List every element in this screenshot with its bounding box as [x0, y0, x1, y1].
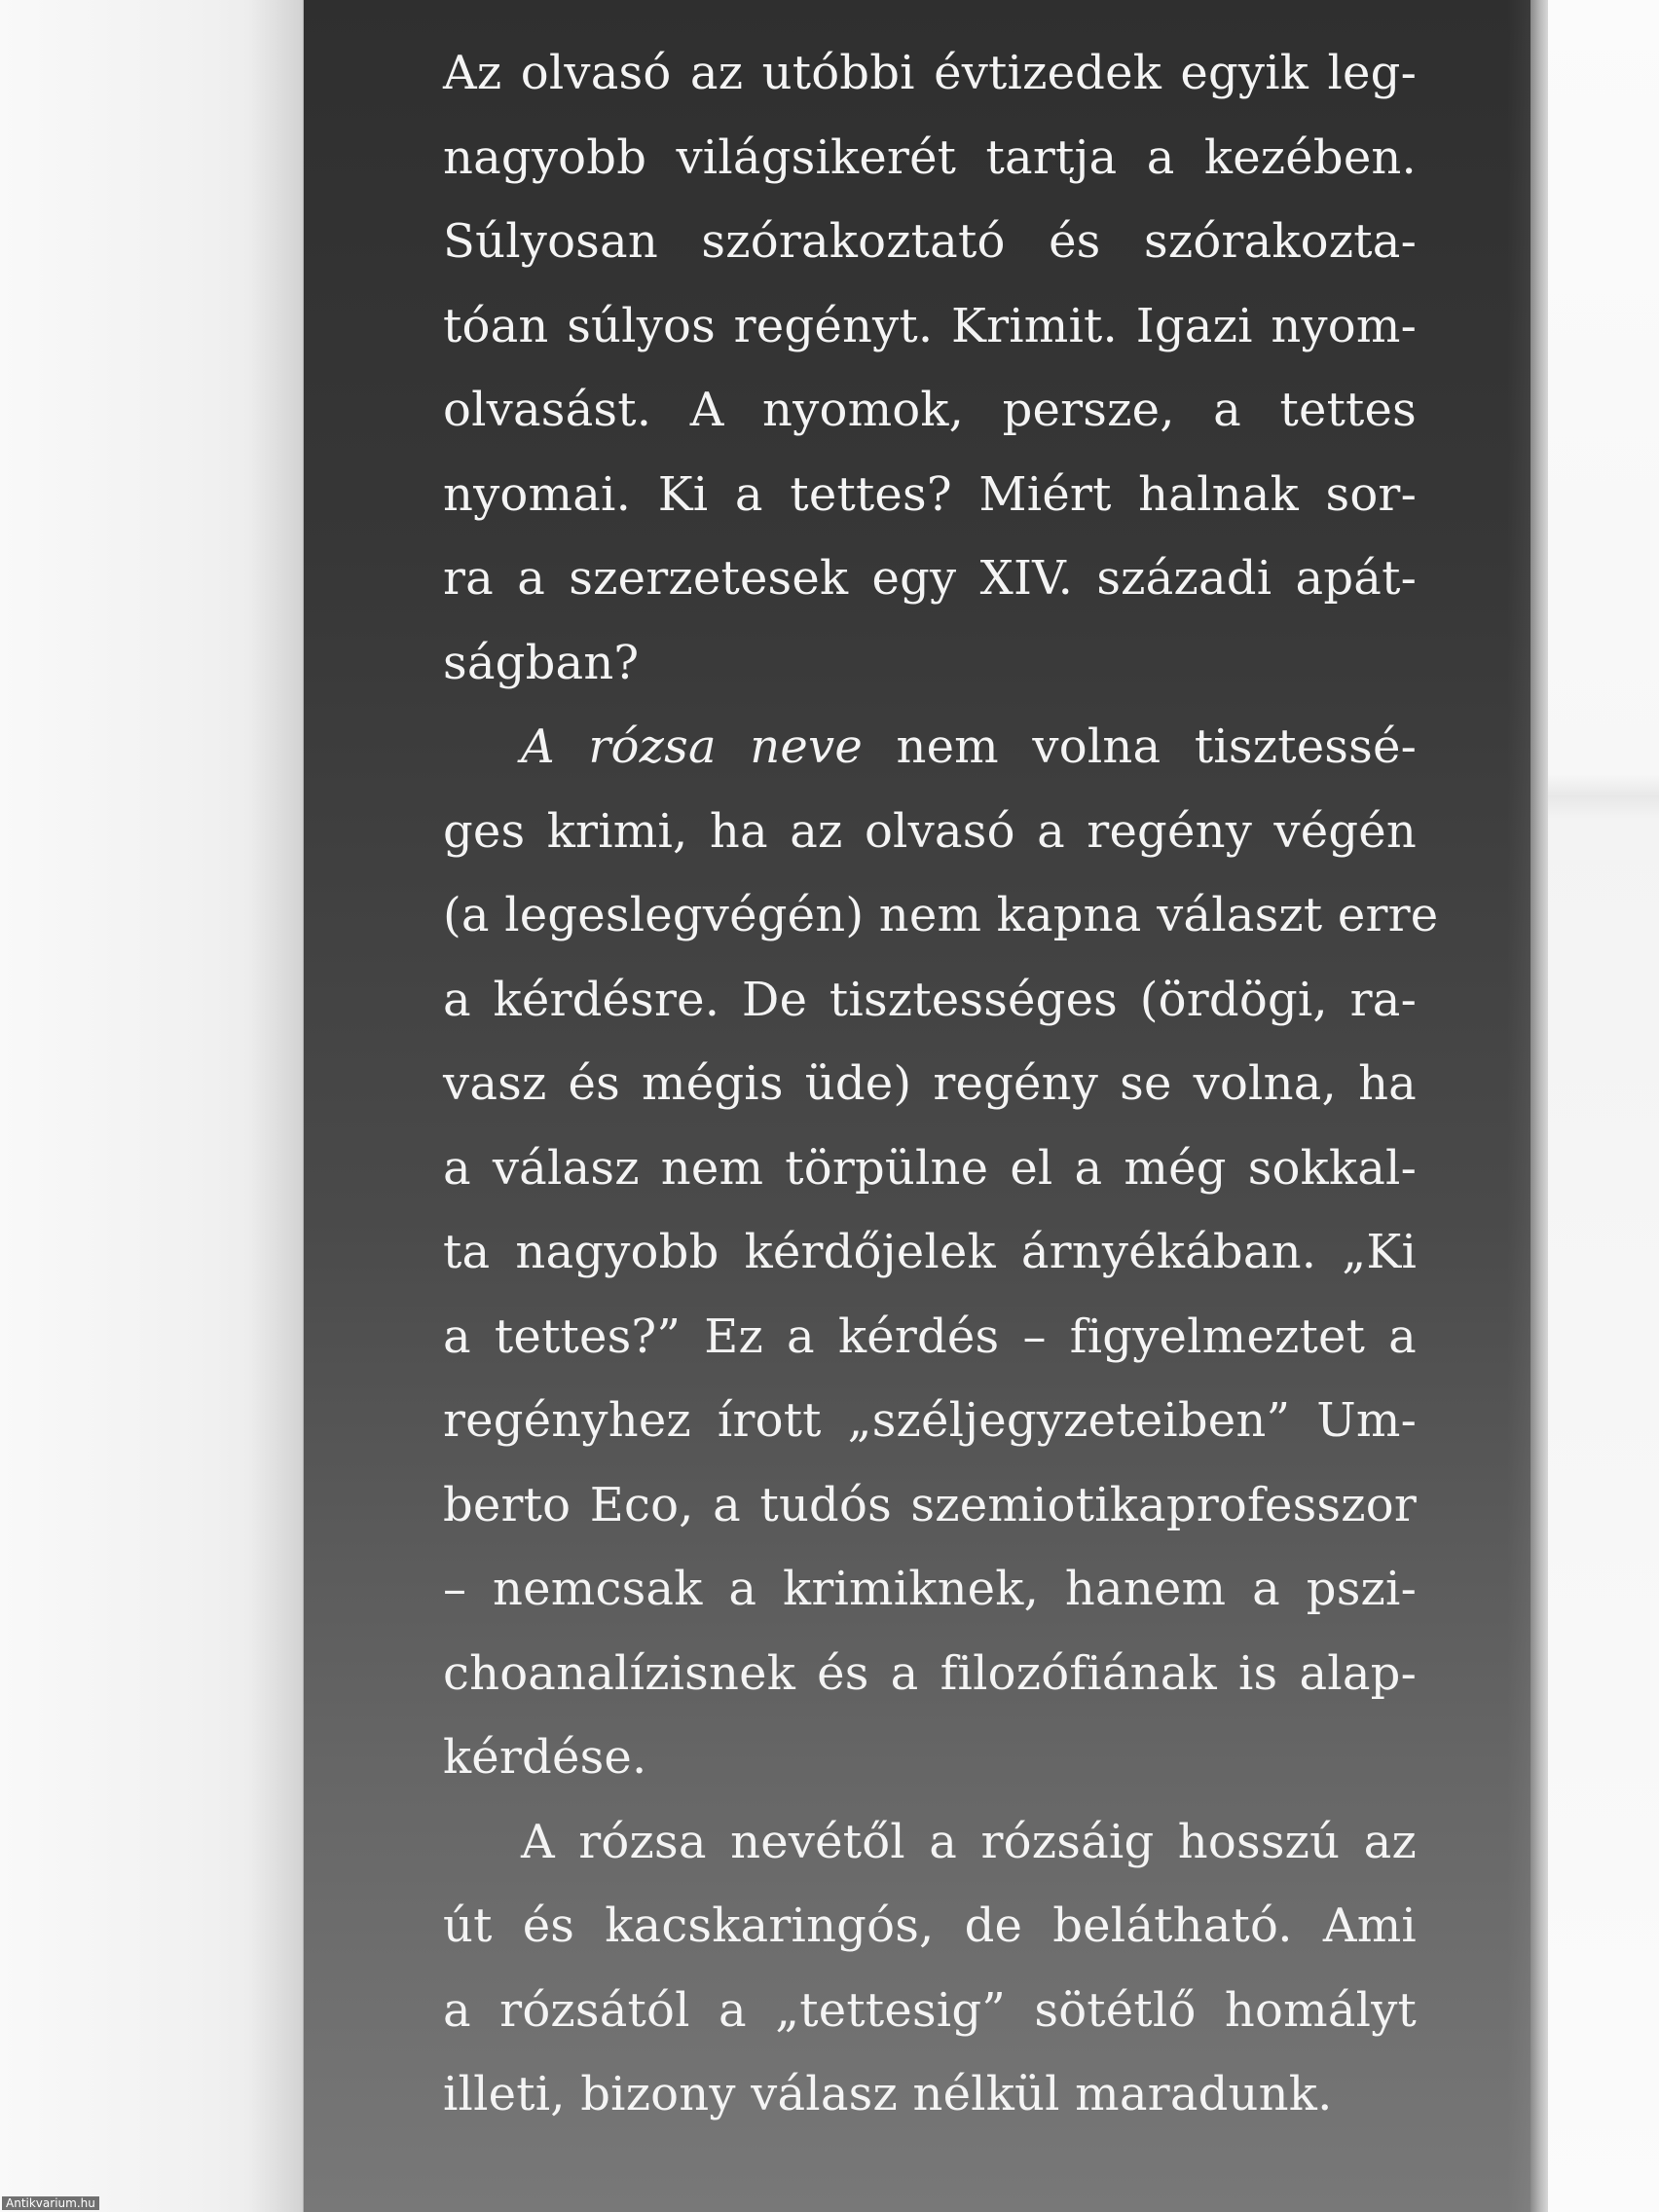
text-line: a válasz nem törpülne el a még sokkal-	[443, 1140, 1417, 1196]
text-line: (a legeslegvégén) nem kapna választ erre	[443, 888, 1439, 942]
book-spine-edge	[1530, 0, 1548, 2212]
blurb-text	[443, 31, 1439, 2137]
text-line: nyomai. Ki a tettes? Miért halnak sor-	[443, 466, 1417, 522]
text-line: a kérdésre. De tisztességes (ördögi, ra-	[443, 972, 1417, 1027]
text-line: ta nagyobb kérdőjelek árnyékában. „Ki	[443, 1225, 1417, 1279]
book-shadow	[248, 0, 307, 2212]
text-line: út és kacskaringós, de belátható. Ami	[443, 1899, 1417, 1953]
text-line: choanalízisnek és a filozófiának is alap-	[443, 1645, 1417, 1701]
text-line: illeti, bizony válasz nélkül maradunk.	[443, 2067, 1333, 2121]
text-line	[443, 705, 1417, 790]
text-line: vasz és mégis üde) regény se volna, ha	[443, 1056, 1417, 1111]
text-line: nagyobb világsikerét tartja a kezében.	[443, 129, 1417, 185]
watermark: Antikvarium.hu	[2, 2196, 99, 2210]
background-paper	[1548, 0, 1659, 2212]
text-line: a tettes?” Ez a kérdés – figyelmeztet a	[443, 1309, 1417, 1364]
text-line: berto Eco, a tudós szemiotikaprofesszor	[443, 1477, 1417, 1532]
text-line: ságban?	[443, 635, 640, 690]
text-line: ra a szerzetesek egy XIV. századi apát-	[443, 551, 1417, 606]
text-line: – nemcsak a krimiknek, hanem a pszi-	[443, 1562, 1417, 1616]
text-line: Az olvasó az utóbbi évtizedek egyik leg-	[443, 46, 1417, 100]
text-line: kérdése.	[443, 1730, 647, 1785]
text-line: ges krimi, ha az olvasó a regény végén	[443, 803, 1417, 859]
text-fragment: nem volna tisztessé-	[862, 719, 1417, 774]
text-line: olvasást. A nyomok, persze, a tettes	[443, 383, 1417, 437]
text-line: A rózsa nevétől a rózsáig hosszú az	[521, 1814, 1417, 1869]
text-line: a rózsától a „tettesig” sötétlő homályt	[443, 1982, 1417, 2038]
text-line: regényhez írott „széljegyzeteiben” Um-	[443, 1393, 1417, 1448]
text-line: Súlyosan szórakoztató és szórakozta-	[443, 214, 1417, 269]
book-title: A rózsa neve	[521, 719, 863, 774]
text-line: tóan súlyos regényt. Krimit. Igazi nyom-	[443, 298, 1417, 353]
